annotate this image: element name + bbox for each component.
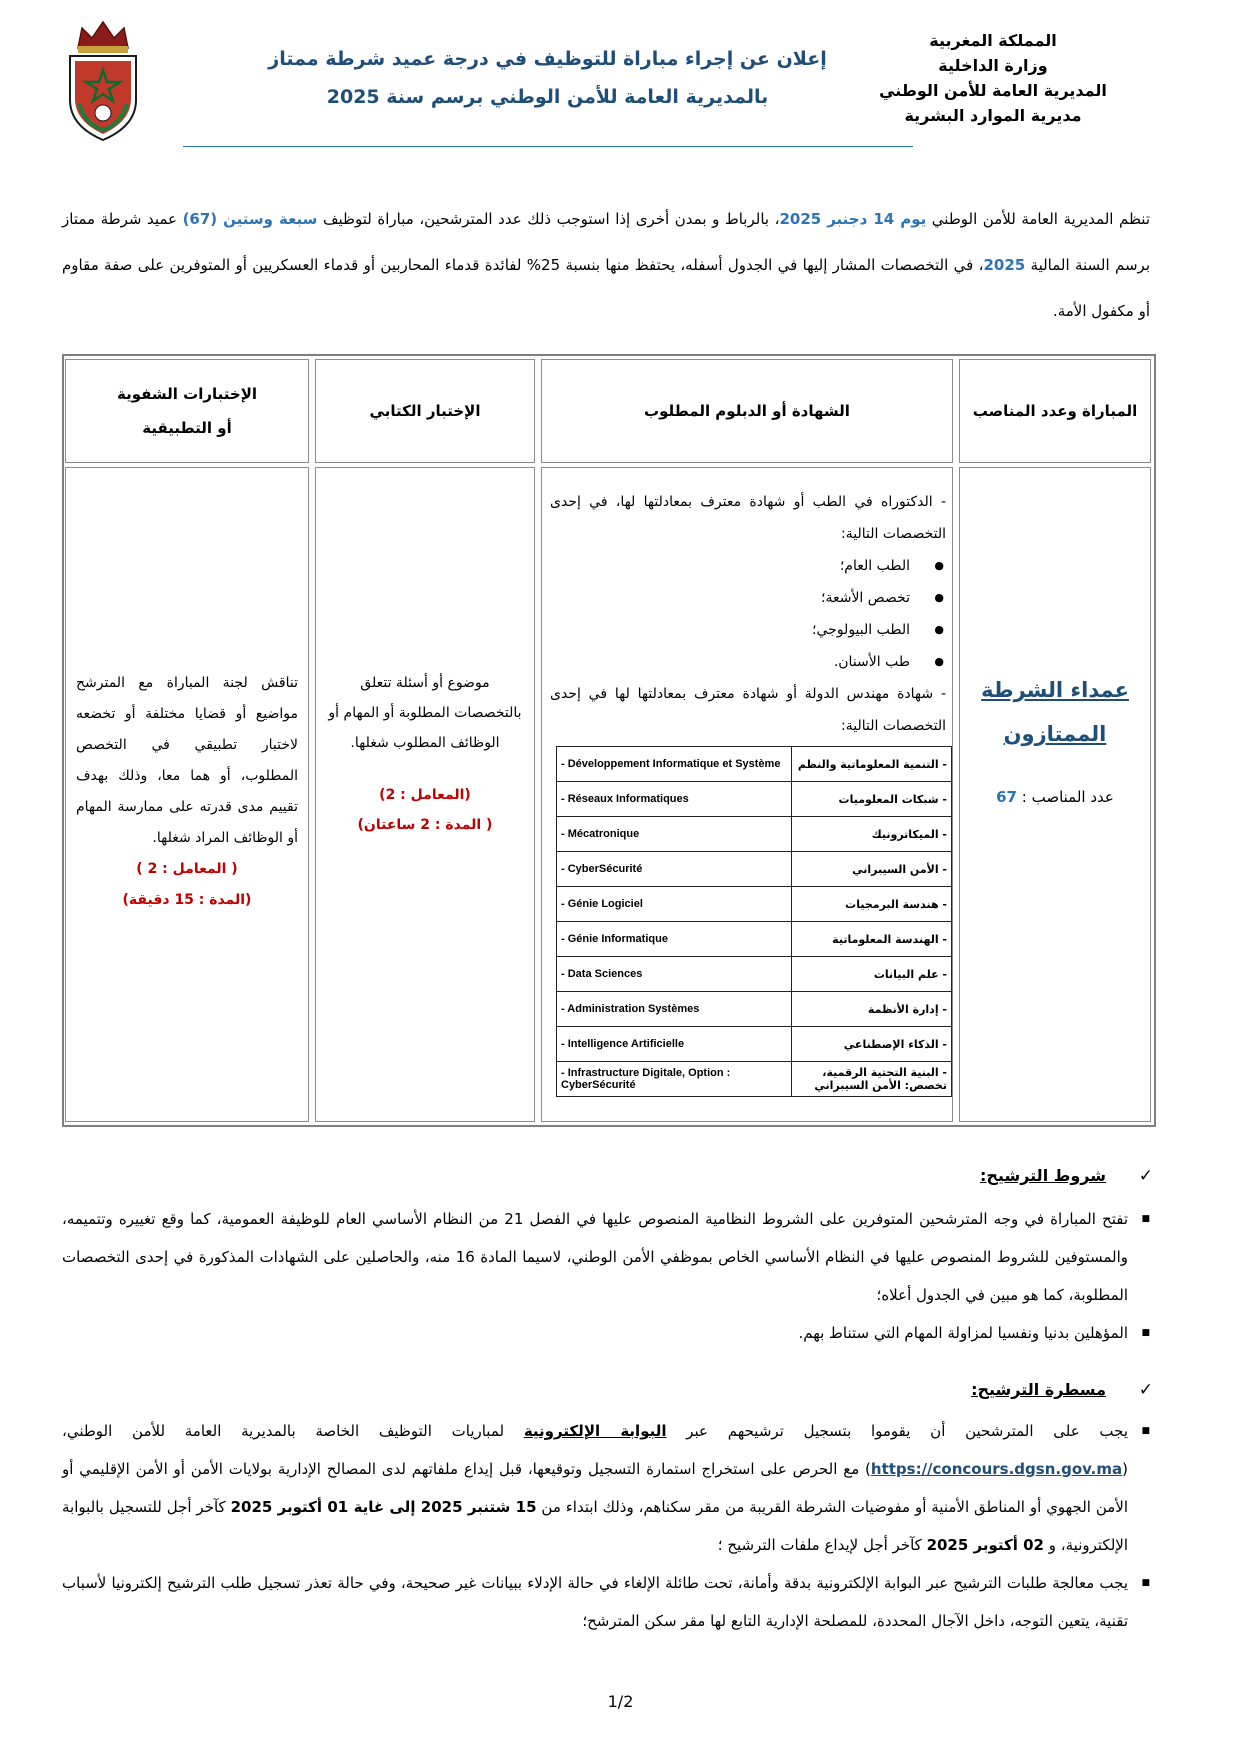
org-line: مديرية الموارد البشرية [904, 106, 1082, 125]
doctor-requirement: - الدكتوراه في الطب أو شهادة معترف بمعادلتها لها، في إحدى التخصصات التالية: [550, 494, 946, 542]
checkmark-icon: ✓ [1138, 1380, 1153, 1400]
oral-exam-coefficient: ( المعامل : 2 ) [136, 861, 238, 877]
org-line: المديرية العامة للأمن الوطني [879, 81, 1107, 100]
specialty-ar: - هندسة البرمجيات [792, 887, 952, 922]
procedure-text: لمباريات التوظيف الخاصة بالمديرية العامة للأمن الوطني، ( [62, 1422, 1128, 1478]
list-item: ● تخصص الأشعة؛ [550, 582, 910, 614]
specialty-ar: - الذكاء الإصطناعي [792, 1027, 952, 1062]
engineering-specialties-table [556, 746, 952, 1097]
posts-count: سبعة وستين (67) [182, 210, 318, 228]
oral-exam-text: تناقش لجنة المباراة مع المترشح مواضيع أو قضايا مختلفة أو تخضعه لاختبار تطبيقي في التخصص المطلوب، أو هما معا، وذلك بهدف تقييم مدى قدرته على ممارسة المهام أو الوظائف المراد شغلها. [76, 675, 298, 846]
post-count-value: 67 [996, 788, 1017, 806]
procedure-list [62, 1412, 1150, 1640]
post-count [960, 788, 1150, 806]
procedure-text: كآخر أجل لإيداع ملفات الترشيح ؛ [717, 1536, 927, 1554]
intro-paragraph [62, 196, 1150, 334]
procedure-text: كآخر أجل للتسجيل بالبوابة الإلكترونية، و [62, 1498, 1128, 1554]
oral-exam-details [76, 668, 298, 916]
intro-text: تنظم المديرية العامة للأمن الوطني [926, 210, 1151, 228]
engineer-requirement: - شهادة مهندس الدولة أو شهادة معترف بمعادلتها لها في إحدى التخصصات التالية: [550, 686, 946, 734]
specialty-fr: - Infrastructure Digitale, Option : CyberSécurité [557, 1062, 792, 1097]
post-title-line: الممتازون [1003, 722, 1107, 746]
post-column [956, 356, 1154, 1125]
procedure-title: مسطرة الترشيح: [971, 1380, 1106, 1399]
specialty-fr: - Réseaux Informatiques [557, 782, 792, 817]
conditions-list [62, 1200, 1150, 1352]
exam-date: يوم 14 دجنبر 2025 [779, 210, 927, 228]
list-item: ● طب الأسنان. [550, 646, 910, 678]
specialty-ar: - علم البيانات [792, 957, 952, 992]
post-title-line: عمداء الشرطة [981, 678, 1129, 702]
specialty-fr: - Intelligence Artificielle [557, 1027, 792, 1062]
procedure-text: يجب على المترشحين أن يقوموا بتسجيل ترشيحهم عبر [666, 1422, 1128, 1440]
specialty-fr: - Mécatronique [557, 817, 792, 852]
specialty-ar: - الميكاترونيك [792, 817, 952, 852]
list-item: ■ تفتح المباراة في وجه المترشحين المتوفرين على الشروط النظامية المنصوص عليها في الفصل 21 من النظام الأساسي العام للوظيفة العمومية، كما وقع تغييره وتتميمه، والمستوفين للشروط المنصوص عليها في النظام الأساسي الخاص بموظفي الأمن الوطني، لاسيما المادة 16 منه، والحاصلين على الشهادات المذكورة في إحدى التخصصات المطلوبة، كما هو مبين في الجدول أعلاه؛ [62, 1200, 1150, 1314]
written-exam-duration: ( المدة : 2 ساعتان) [357, 817, 493, 833]
title-line-2: بالمديرية العامة للأمن الوطني برسم سنة 2025 [326, 86, 769, 108]
announcement-title [180, 40, 915, 116]
specialty-fr: - Développement Informatique et Système [557, 747, 792, 782]
oral-exam-header [65, 359, 309, 463]
intro-text: ، بالرباط و بمدن أخرى إذا استوجب ذلك عدد المترشحين، مباراة لتوظيف [317, 210, 780, 228]
specialty-fr: - CyberSécurité [557, 852, 792, 887]
org-line: المملكة المغربية [929, 31, 1057, 50]
table-row [557, 747, 952, 782]
written-exam-cell [315, 467, 535, 1122]
deposit-deadline: 02 أكتوبر 2025 [926, 1536, 1044, 1554]
list-item: ■ يجب معالجة طلبات الترشيح عبر البوابة الإلكترونية بدقة وأمانة، تحت طائلة الإلغاء في حالة الإدلاء ببيانات غير صحيحة، وفي حالة تعذر تسجيل طلب الترشيح إلكترونيا لأسباب تقنية، يتعين التوجه، داخل الآجال المحددة، للمصلحة الإدارية التابع لها مقر سكن المترشح؛ [62, 1564, 1150, 1640]
specialty-ar: - الأمن السيبراني [792, 852, 952, 887]
written-exam-header: الإختبار الكتابي [315, 359, 535, 463]
page-number: 1/2 [607, 1692, 634, 1711]
table-row [557, 852, 952, 887]
table-row [557, 922, 952, 957]
title-divider [183, 146, 913, 147]
diploma-column [538, 356, 956, 1125]
post-header: المباراة وعدد المناصب [959, 359, 1151, 463]
diploma-requirements [550, 486, 946, 742]
table-row [557, 887, 952, 922]
specialty-fr: - Génie Logiciel [557, 887, 792, 922]
specialty-ar: - إدارة الأنظمة [792, 992, 952, 1027]
diploma-header: الشهادة أو الدبلوم المطلوب [541, 359, 953, 463]
exam-table [62, 354, 1156, 1127]
oral-exam-cell [65, 467, 309, 1122]
table-row [557, 957, 952, 992]
intro-text: عميد شرطة ممتاز برسم السنة المالية [62, 210, 1150, 274]
table-row [557, 817, 952, 852]
post-cell [959, 467, 1151, 1122]
table-row [557, 1027, 952, 1062]
post-title [960, 668, 1150, 756]
table-row [557, 782, 952, 817]
oral-exam-duration: (المدة : 15 دقيقة) [122, 892, 252, 908]
specialty-fr: - Administration Systèmes [557, 992, 792, 1027]
conditions-title: شروط الترشيح: [980, 1166, 1106, 1185]
specialty-ar: - الهندسة المعلوماتية [792, 922, 952, 957]
oral-header-line: أو التطبيقية [142, 419, 232, 437]
registration-dates: 15 شتنبر 2025 إلى غاية 01 أكتوبر 2025 [230, 1498, 537, 1516]
fiscal-year: 2025 [983, 256, 1026, 274]
portal-link[interactable]: https://concours.dgsn.gov.ma [870, 1460, 1123, 1478]
written-exam-column [312, 356, 538, 1125]
specialty-ar: - شبكات المعلوميات [792, 782, 952, 817]
diploma-cell [541, 467, 953, 1122]
portal-label: البوابة الإلكترونية [523, 1422, 667, 1440]
specialty-fr: - Génie Informatique [557, 922, 792, 957]
written-exam-details [326, 668, 524, 840]
specialty-ar: - التنمية المعلوماتية والنظم [792, 747, 952, 782]
org-line: وزارة الداخلية [938, 56, 1048, 75]
oral-header-line: الإختبارات الشفوية [116, 385, 258, 403]
table-row [557, 992, 952, 1027]
specialty-fr: - Data Sciences [557, 957, 792, 992]
intro-text: ، في التخصصات المشار إليها في الجدول أسفله، يحتفظ منها بنسبة 25% لفائدة قدماء المحاربين أو قدماء العسكريين أو المتوفرين على صفة مقاوم أو مكفول الأمة. [62, 256, 1150, 320]
dgsn-emblem-icon [60, 18, 146, 144]
post-count-label: عدد المناصب : [1021, 788, 1114, 806]
medical-specialties-list [550, 550, 946, 678]
procedure-text: ) مع الحرص على استخراج استمارة التسجيل وتوقيعها، قبل إيداع ملفاتهم لدى المصالح الإدارية بولايات الأمن أو الأمن الإقليمي أو الأمن الجهوي أو المناطق الأمنية أو مفوضيات الشرطة القريبة من مقر سكناهم، وذلك ابتداء من [62, 1460, 1128, 1516]
title-line-1: إعلان عن إجراء مباراة للتوظيف في درجة عميد شرطة ممتاز [268, 48, 827, 70]
list-item: ● الطب العام؛ [550, 550, 910, 582]
written-exam-text: موضوع أو أسئلة تتعلق بالتخصصات المطلوبة أو المهام أو الوظائف المطلوب شغلها. [328, 675, 522, 751]
written-exam-coefficient: (المعامل : 2) [379, 787, 471, 803]
list-item: ● الطب البيولوجي؛ [550, 614, 910, 646]
list-item [62, 1412, 1150, 1564]
checkmark-icon: ✓ [1138, 1166, 1153, 1186]
oral-exam-column [62, 356, 312, 1125]
list-item: ■ المؤهلين بدنيا ونفسيا لمزاولة المهام التي ستناط بهم. [62, 1314, 1150, 1352]
specialty-ar: - البنية التحتية الرقمية، تخصص: الأمن السيبراني [792, 1062, 952, 1097]
table-row [557, 1062, 952, 1097]
